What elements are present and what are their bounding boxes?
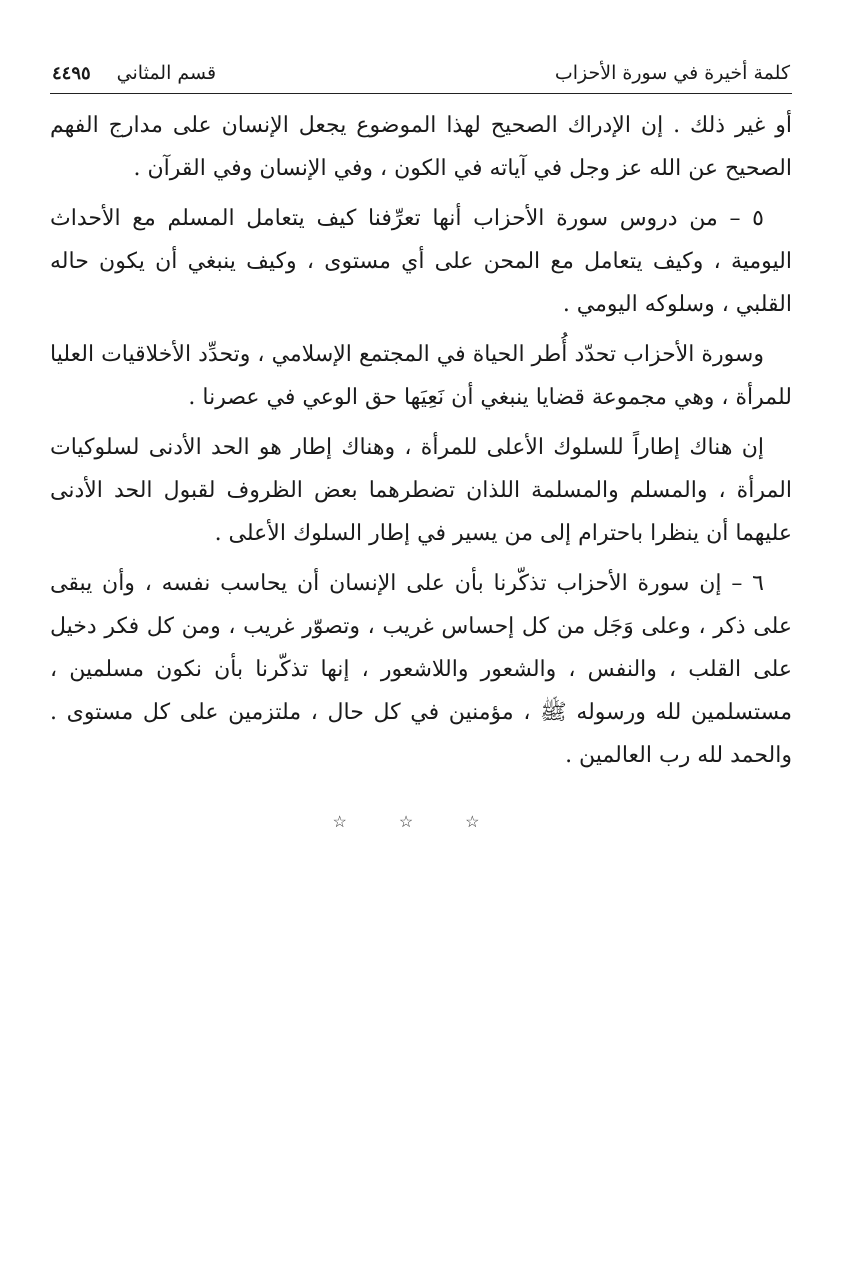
star-icon: ☆ bbox=[332, 812, 399, 831]
header-left-group bbox=[52, 58, 216, 89]
page-number: ٤٤٩٥ bbox=[52, 63, 91, 84]
star-icon: ☆ bbox=[398, 812, 466, 831]
page-body bbox=[50, 58, 792, 777]
paragraph-2: ٥ – من دروس سورة الأحزاب أنها تعرِّفنا كيف يتعامل المسلم مع الأحداث اليومية ، وكيف يتعامل مع المحن على أي مستوى ، وكيف ينبغي أن يكون حاله القلبي ، وسلوكه اليومي . bbox=[50, 206, 792, 317]
paragraph-4: إن هناك إطاراً للسلوك الأعلى للمرأة ، وهناك إطار هو الحد الأدنى لسلوكيات المرأة ، والمسلم والمسلمة اللذان تضطرهما بعض الظروف لقبول الحد الأدنى عليهما أن ينظرا باحترام إلى من يسير في إطار السلوك الأعلى . bbox=[50, 435, 792, 546]
paragraph-3: وسورة الأحزاب تحدّد أُطر الحياة في المجتمع الإسلامي ، وتحدِّد الأخلاقيات العليا للمرأة ، وهي مجموعة قضايا ينبغي أن نَعِيَها حق الوعي في عصرنا . bbox=[50, 342, 792, 410]
running-head bbox=[50, 58, 792, 93]
star-icon: ☆ bbox=[465, 812, 532, 831]
paragraph-1: أو غير ذلك . إن الإدراك الصحيح لهذا الموضوع يجعل الإنسان على مدارج الفهم الصحيح عن الله عز وجل في آياته في الكون ، وفي الإنسان وفي القرآن . bbox=[50, 113, 792, 181]
section-name: قسم المثاني bbox=[116, 62, 217, 84]
chapter-title: كلمة أخيرة في سورة الأحزاب bbox=[554, 62, 790, 84]
header-rule bbox=[50, 93, 792, 94]
section-separator bbox=[0, 812, 864, 831]
paragraph-5: ٦ – إن سورة الأحزاب تذكّرنا بأن على الإنسان أن يحاسب نفسه ، وأن يبقى على ذكر ، وعلى وَجَل من كل إحساس غريب ، وتصوّر غريب ، ومن كل فكر دخيل على القلب ، والنفس ، والشعور واللاشعور ، إنها تذكّرنا بأن نكون مسلمين ، مستسلمين لله ورسوله ﷺ ، مؤمنين في كل حال ، ملتزمين على كل مستوى . والحمد لله رب العالمين . bbox=[50, 571, 792, 768]
